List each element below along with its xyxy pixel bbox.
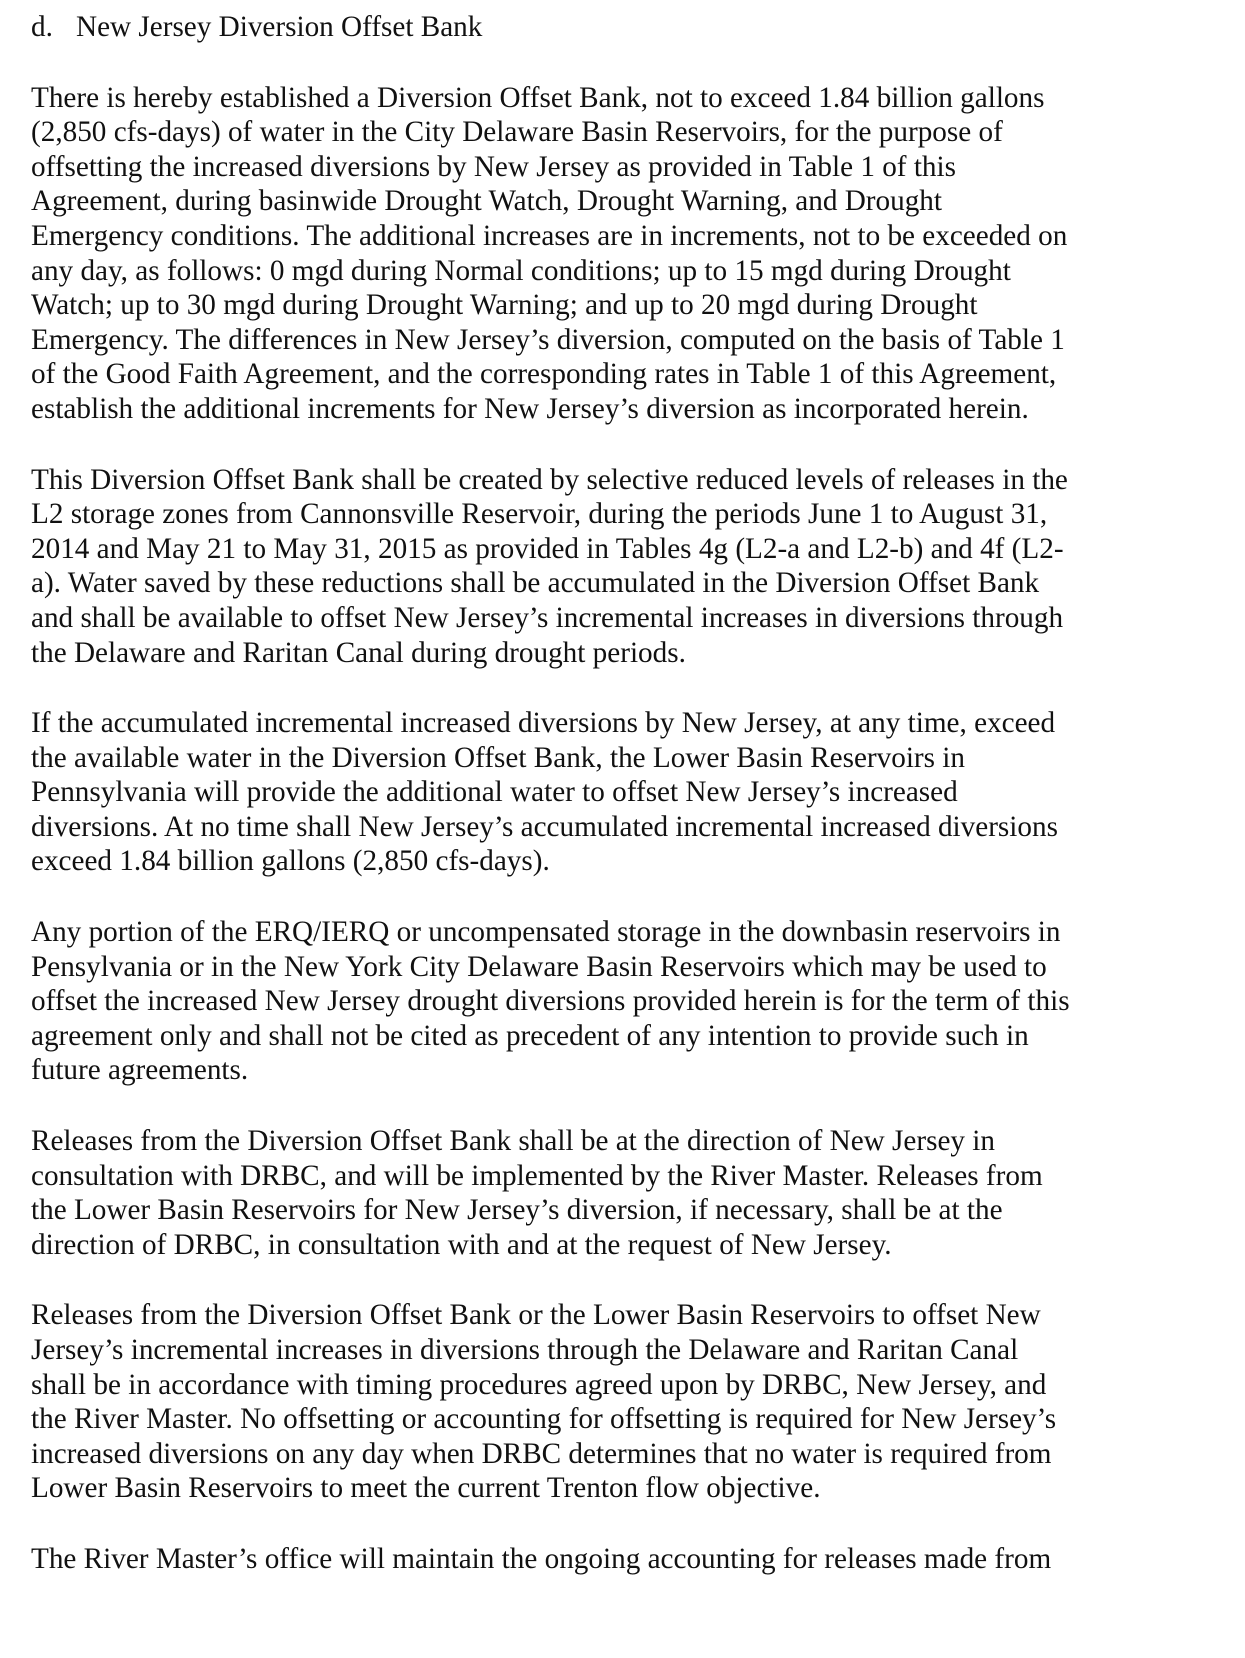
paragraph-no-precedent: Any portion of the ERQ/IERQ or uncompensated storage in the downbasin reservoirs in Pensylvania or in the New York City Delaware Basin Reservoirs which may be used to offset the increased New Jersey drought diversions provided herein is for the term of this agreement only and shall not be cited as precedent of any intention to provide such in future agreements. xyxy=(31,916,1070,1087)
paragraph-offset-bank-established: There is hereby established a Diversion Offset Bank, not to exceed 1.84 billion gallons (2,850 cfs-days) of water in the City Delaware Basin Reservoirs, for the purpose of offsetting the increased diversions by New Jersey as provided in Table 1 of this Agreement, during basinwide Drought Watch, Drought Warning, and Drought Emergency conditions. The additional increases are in increments, not to be exceeded on any day, as follows: 0 mgd during Normal conditions; up to 15 mgd during Drought Watch; up to 30 mgd during Drought Warning; and up to 20 mgd during Drought Emergency. The differences in New Jersey’s diversion, computed on the basis of Table 1 of the Good Faith Agreement, and the corresponding rates in Table 1 of this Agreement, establish the additional increments for New Jersey’s diversion as incorporated herein. xyxy=(31,81,1068,425)
paragraph-offset-bank-created: This Diversion Offset Bank shall be created by selective reduced levels of releases in the L2 storage zones from Cannonsville Reservoir, during the periods June 1 to August 31, 2014 and May 21 to May 31, 2015 as provided in Tables 4g (L2-a and L2-b) and 4f (L2- a). Water saved by these reductions shall be accumulated in the Diversion Offset Bank and shall be available to offset New Jersey’s incremental increases in diversions through the Delaware and Raritan Canal during drought periods. xyxy=(31,463,1068,669)
section-heading xyxy=(31,10,1185,45)
paragraph-timing-procedures: Releases from the Diversion Offset Bank or the Lower Basin Reservoirs to offset New Jersey’s incremental increases in diversions through the Delaware and Raritan Canal shall be in accordance with timing procedures agreed upon by DRBC, New Jersey, and the River Master. No offsetting or accounting for offsetting is required for New Jersey’s increased diversions on any day when DRBC determines that no water is required from Lower Basin Reservoirs to meet the current Trenton flow objective. xyxy=(31,1299,1057,1505)
section-title: New Jersey Diversion Offset Bank xyxy=(76,11,483,43)
paragraph-exceed-available-water: If the accumulated incremental increased diversions by New Jersey, at any time, exceed the available water in the Diversion Offset Bank, the Lower Basin Reservoirs in Pennsylvania will provide the additional water to offset New Jersey’s increased diversions. At no time shall New Jersey’s accumulated incremental increased diversions exceed 1.84 billion gallons (2,850 cfs-days). xyxy=(31,707,1058,878)
paragraph-release-direction: Releases from the Diversion Offset Bank shall be at the direction of New Jersey in consultation with DRBC, and will be implemented by the River Master. Releases from the Lower Basin Reservoirs for New Jersey’s diversion, if necessary, shall be at the direction of DRBC, in consultation with and at the request of New Jersey. xyxy=(31,1125,1043,1261)
section-marker: d. xyxy=(31,11,53,43)
paragraph-river-master-accounting: The River Master’s office will maintain the ongoing accounting for releases made from xyxy=(31,1542,1052,1575)
